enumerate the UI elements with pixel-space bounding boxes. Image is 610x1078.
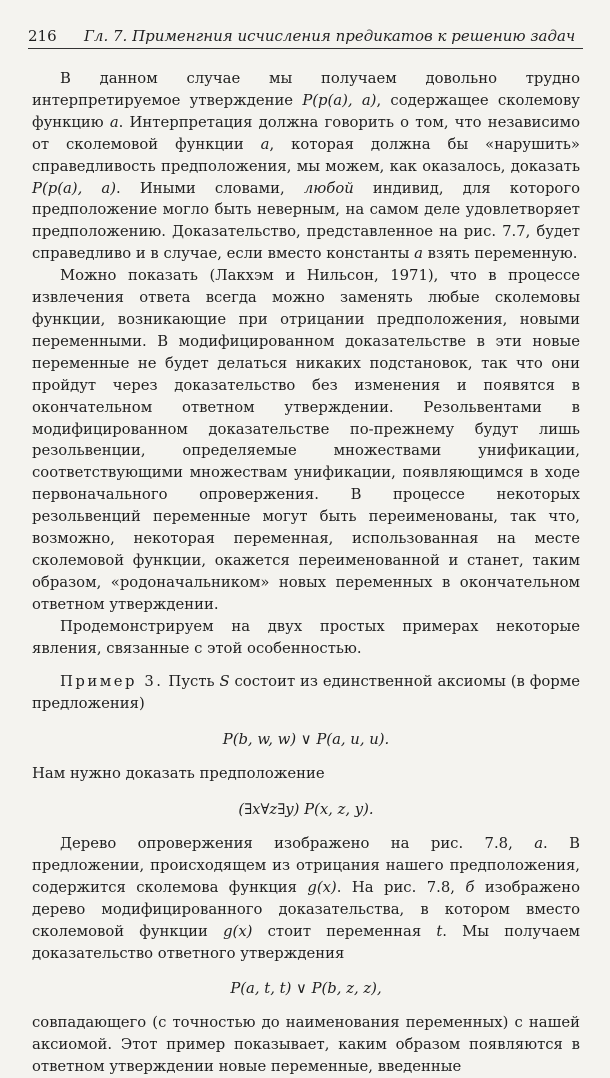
text-span: . Мы получаем доказательство ответного утверждения xyxy=(32,922,580,962)
formula-answer: P(a, t, t) ∨ P(b, z, z), xyxy=(230,980,382,998)
text-span: , содержащее сколемову функцию xyxy=(32,91,580,131)
text-span: стоит переменная xyxy=(252,922,437,940)
formula-axiom: P(b, w, w) ∨ P(a, u, u). xyxy=(222,731,390,749)
text-span: индивид, для которого предположение могло быть неверным, на самом деле удовлетворяет предположению. Доказательство, представленное на рис. 7.7, будет справедливо и в случае, если вместо константы xyxy=(32,179,580,263)
formula-inline: a xyxy=(109,113,119,131)
paragraph-1 xyxy=(32,68,580,265)
text-span: состоит из единственной аксиомы (в форме предложения) xyxy=(32,673,580,713)
formula-inline: P(p(a), a) xyxy=(302,91,377,109)
text-span: Пусть xyxy=(163,673,220,691)
formula-inline: t xyxy=(436,922,443,940)
formula-inline: P(p(a), a) xyxy=(32,179,116,197)
paragraph-2: Можно показать (Лакхэм и Нильсон, 1971), что в процессе извлечения ответа всегда можно заменять любые сколемовы функции, возникающие при отрицании предположения, новыми переменными. В модифицированном доказательстве в эти новые переменные не будет делаться никаких подстановок, так что они пройдут через доказательство без изменения и появятся в окончательном ответном утверждении. Резольвентами в модифицированном доказательстве по-прежнему будут лишь резольвенции, определяемые множествами унификации, соответствующими множествам унификации, появляющимся в ходе первоначального опровержения. В процессе некоторых резольвенций переменные могут быть переименованы, так что, возможно, некоторая переменная, использованная на месте сколемовой функции, окажется переименованной и станет, таким образом, «родоначальником» новых переменных в окончательном ответном утверждении. xyxy=(32,267,580,613)
page-number: 216 xyxy=(28,27,57,45)
formula-inline: g(x) xyxy=(223,922,253,940)
page-body xyxy=(32,68,580,1078)
example-label: Пример 3. xyxy=(60,673,164,691)
paragraph-6 xyxy=(32,833,580,964)
text-span: Дерево опровержения изображено на рис. 7.8, xyxy=(60,835,535,852)
text-span: В данном случае мы получаем довольно трудно интерпретируемое утверждение xyxy=(32,70,580,109)
page-header xyxy=(28,24,583,49)
text-span: , которая должна бы «нарушить» справедливость предположения, мы можем, как оказалось, доказать xyxy=(32,135,580,175)
text-span: . Иными словами, xyxy=(116,179,304,197)
formula-hypothesis: (∃x∀z∃y) P(x, z, y). xyxy=(238,801,374,819)
paragraph-7: совпадающего (с точностью до наименования переменных) с нашей аксиомой. Этот пример показывает, каким образом появляются в ответном утверждении новые переменные, введенные xyxy=(32,1014,580,1076)
formula-inline: g(x) xyxy=(307,878,337,896)
text-span: взять переменную. xyxy=(422,245,578,263)
formula-inline: a xyxy=(260,135,270,153)
formula-inline: a xyxy=(414,245,423,263)
running-title: Гл. 7. Применгния исчисления предикатов к решению задач xyxy=(84,27,576,45)
paragraph-5: Нам нужно доказать предположение xyxy=(32,765,325,783)
paragraph-3: Продемонстрируем на двух простых примерах некоторые явления, связанные с этой особенностью. xyxy=(32,617,580,657)
text-span: . На рис. 7.8, xyxy=(336,878,466,896)
text-span: изображено дерево модифицированного доказательства, в котором вместо сколемовой функции xyxy=(32,878,580,940)
text-span: . Интерпретация должна говорить о том, что независимо от сколемовой функции xyxy=(32,113,580,153)
example-3-paragraph xyxy=(32,671,580,715)
figure-ref: а xyxy=(534,835,544,852)
emphasis: любой xyxy=(303,179,354,197)
text-span: . В предложении, происходящем из отрицания нашего предположения, содержится сколемова функция xyxy=(32,835,581,896)
formula-inline: S xyxy=(219,673,230,691)
figure-ref: б xyxy=(465,878,475,896)
